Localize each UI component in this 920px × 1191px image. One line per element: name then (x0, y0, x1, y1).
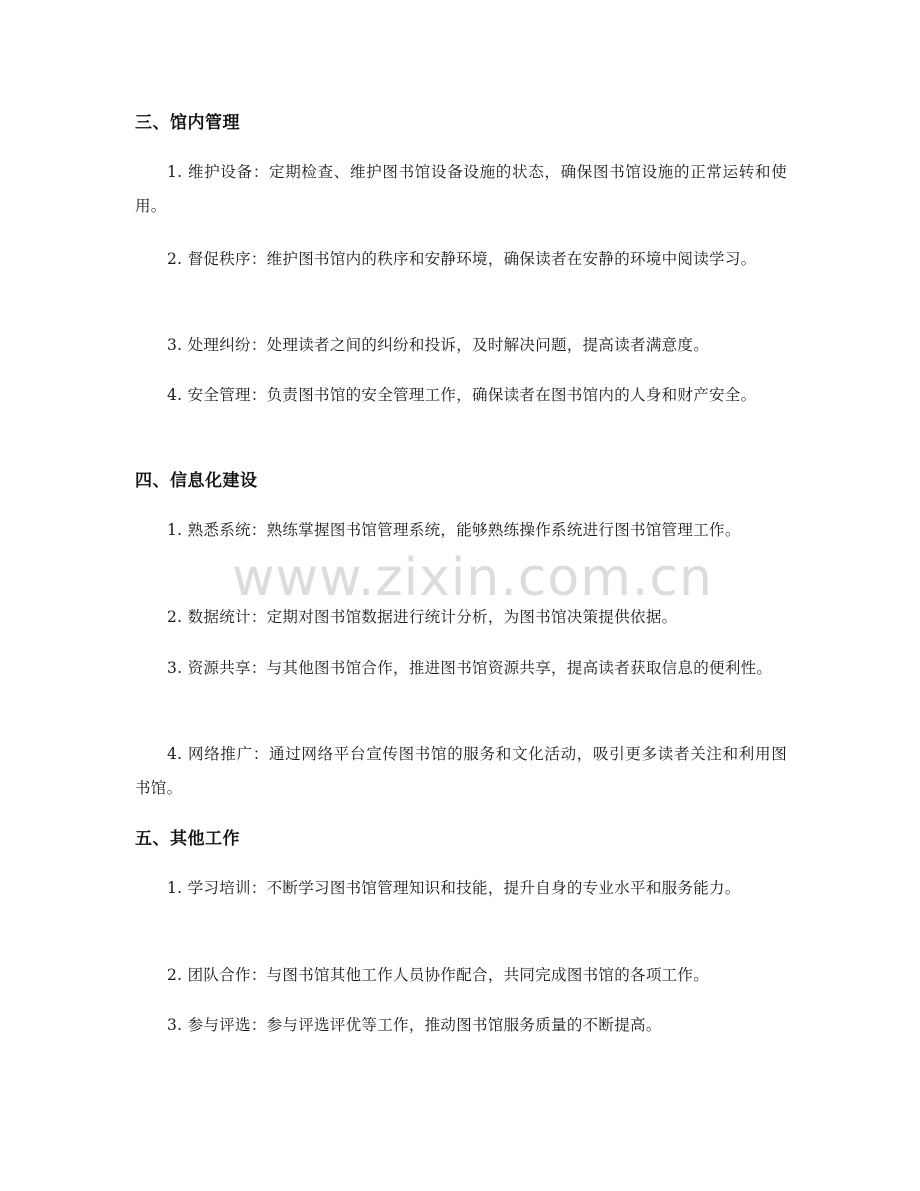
paragraph-teamwork: 2. 团队合作：与图书馆其他工作人员协作配合，共同完成图书馆的各项工作。 (167, 966, 710, 984)
paragraph-order: 2. 督促秩序：维护图书馆内的秩序和安静环境，确保读者在安静的环境中阅读学习。 (167, 250, 757, 268)
paragraph-resource-sharing: 3. 资源共享：与其他图书馆合作，推进图书馆资源共享，提高读者获取信息的便利性。 (167, 659, 773, 677)
paragraph-evaluation: 3. 参与评选：参与评选评优等工作，推动图书馆服务质量的不断提高。 (167, 1016, 662, 1034)
section-heading-management: 三、馆内管理 (135, 113, 240, 133)
paragraph-system: 1. 熟悉系统：熟练掌握图书馆管理系统，能够熟练操作系统进行图书馆管理工作。 (167, 521, 741, 539)
paragraph-disputes: 3. 处理纠纷：处理读者之间的纠纷和投诉，及时解决问题，提高读者满意度。 (167, 336, 710, 354)
section-heading-informatization: 四、信息化建设 (135, 471, 258, 491)
section-heading-other-work: 五、其他工作 (135, 829, 240, 849)
paragraph-online-promotion: 4. 网络推广：通过网络平台宣传图书馆的服务和文化活动，吸引更多读者关注和利用图书馆。 (135, 745, 787, 797)
paragraph-maintain-equipment: 1. 维护设备：定期检查、维护图书馆设备设施的状态，确保图书馆设施的正常运转和使用。 (135, 163, 787, 215)
watermark-text: www.zixin.com.cn (232, 548, 713, 608)
paragraph-safety: 4. 安全管理：负责图书馆的安全管理工作，确保读者在图书馆内的人身和财产安全。 (167, 386, 757, 404)
paragraph-training: 1. 学习培训：不断学习图书馆管理知识和技能，提升自身的专业水平和服务能力。 (167, 879, 741, 897)
paragraph-statistics: 2. 数据统计：定期对图书馆数据进行统计分析，为图书馆决策提供依据。 (167, 608, 678, 626)
